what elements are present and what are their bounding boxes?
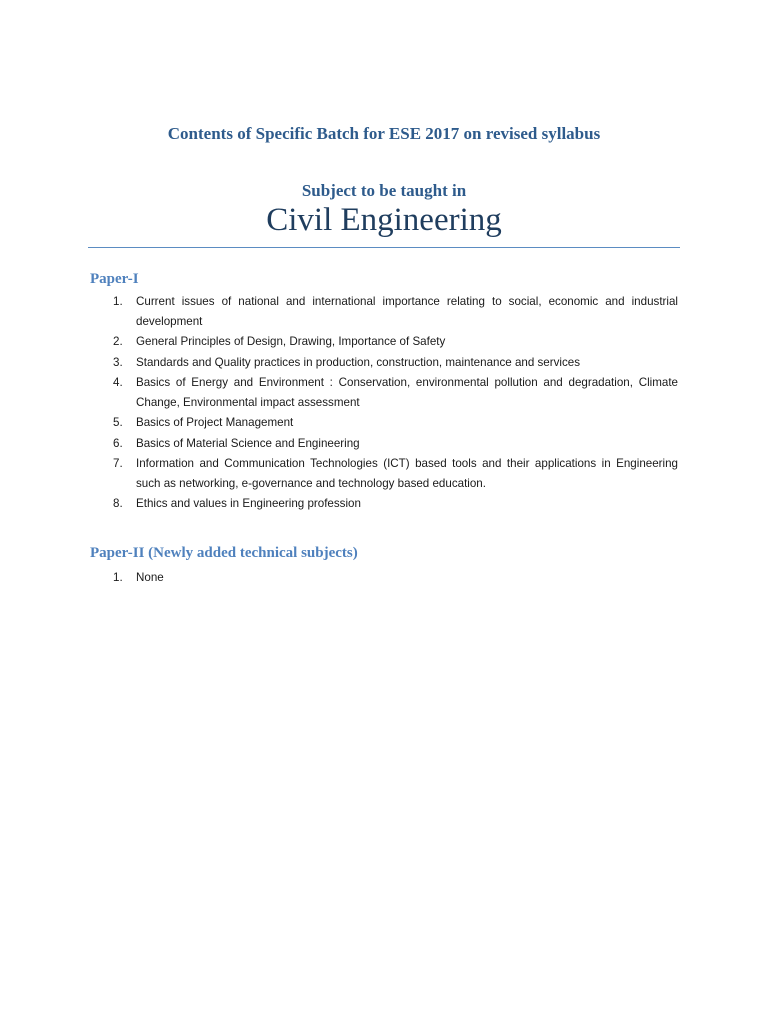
list-item-text: Current issues of national and international importance relating to social, economic and industrial development (136, 295, 678, 328)
list-item-text: Information and Communication Technologies (ICT) based tools and their applications in Engineering such as networking, e-governance and technology based education. (136, 457, 678, 490)
list-item (0, 454, 678, 493)
paper2-title: Paper-II (Newly added technical subjects) (90, 545, 358, 561)
list-item-number: 1. (113, 295, 123, 308)
list-item-text: Basics of Material Science and Engineering (136, 436, 360, 450)
list-item-number: 5. (113, 416, 123, 429)
list-item (0, 568, 678, 588)
list-item (0, 434, 678, 454)
title-divider (88, 247, 680, 248)
list-item (0, 332, 678, 352)
document-subheading: Subject to be taught in (301, 181, 467, 200)
list-item-number: 4. (113, 376, 123, 389)
list-item-number: 7. (113, 457, 123, 470)
paper2-list (0, 568, 768, 589)
list-item-number: 2. (113, 335, 123, 348)
list-item (0, 373, 678, 412)
list-item (0, 413, 678, 433)
list-item (0, 494, 678, 514)
paper1-list (0, 292, 768, 515)
list-item-number: 3. (113, 355, 123, 369)
paper1-title: Paper-I (90, 271, 139, 287)
list-item-number: 6. (113, 436, 123, 450)
list-item-text: General Principles of Design, Drawing, Importance of Safety (136, 335, 446, 348)
list-item-text: Basics of Project Management (136, 416, 294, 429)
list-item-number: 8. (113, 497, 123, 510)
list-item-text: Standards and Quality practices in production, construction, maintenance and services (136, 355, 581, 369)
list-item-text: Basics of Energy and Environment : Conservation, environmental pollution and degradation, Climate Change, Environmental impact assessment (136, 376, 678, 409)
document-heading: Contents of Specific Batch for ESE 2017 on revised syllabus (167, 124, 601, 143)
list-item-text: None (136, 571, 164, 584)
page-title: Civil Engineering (266, 202, 502, 238)
list-item-number: 1. (113, 571, 123, 584)
list-item (0, 292, 678, 331)
list-item-text: Ethics and values in Engineering profession (136, 497, 361, 510)
list-item (0, 353, 678, 373)
